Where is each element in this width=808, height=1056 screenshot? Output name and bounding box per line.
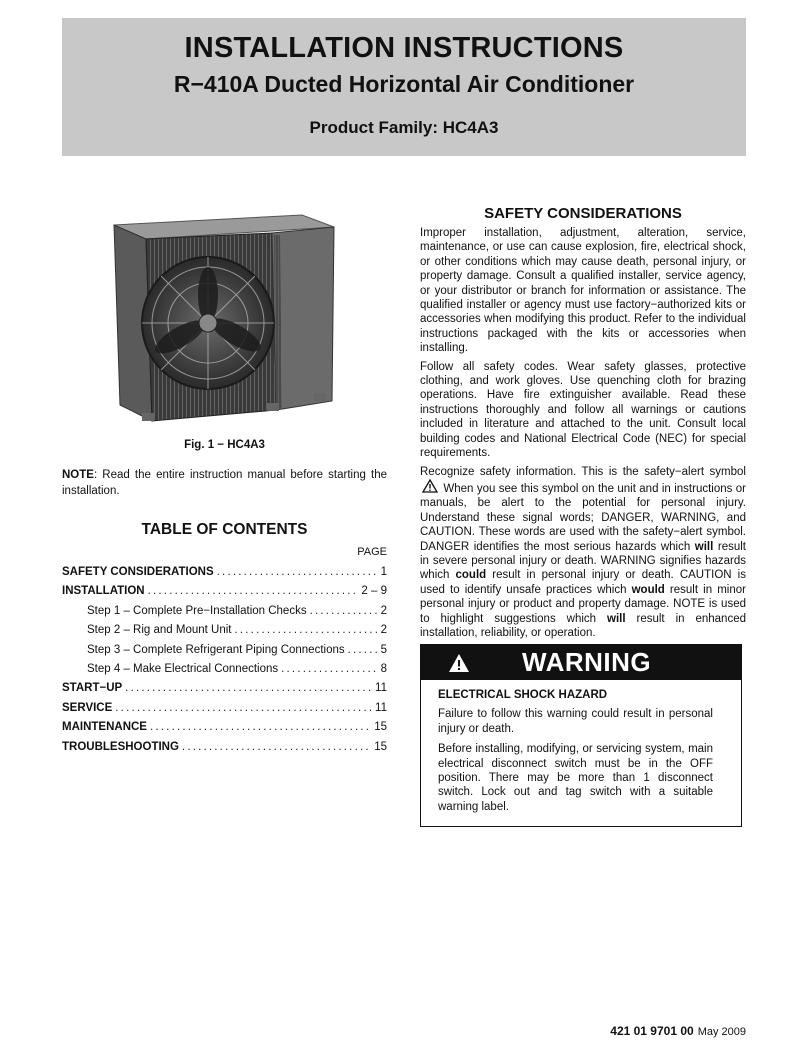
air-conditioner-illustration <box>62 205 387 433</box>
safety-text-a: Recognize safety information. This is the safety−alert symbol <box>420 465 746 478</box>
toc-entry-page: 1 <box>380 566 387 578</box>
toc-entry-label: Step 3 – Complete Refrigerant Piping Connections <box>87 643 345 656</box>
left-column <box>62 205 387 757</box>
product-photo <box>62 205 387 433</box>
warning-body <box>421 680 741 826</box>
page-footer <box>610 1024 746 1038</box>
warning-word: WARNING <box>522 647 652 678</box>
toc-entry-label: TROUBLESHOOTING <box>62 740 179 753</box>
toc-entry-label: Step 1 – Complete Pre−Installation Checks <box>87 604 307 617</box>
toc-heading: TABLE OF CONTENTS <box>141 521 308 538</box>
publication-date: May 2009 <box>697 1026 746 1038</box>
toc-leader <box>310 602 378 621</box>
toc-entry-page: 11 <box>375 701 387 714</box>
toc-entry-label: START−UP <box>62 682 123 695</box>
toc-entry-page: 15 <box>374 740 387 753</box>
title-banner <box>62 18 746 156</box>
warning-banner <box>421 645 741 680</box>
toc-page-label: PAGE <box>357 546 387 558</box>
toc-entry[interactable] <box>62 660 387 679</box>
warning-box <box>420 644 742 827</box>
toc-entry-page: 2 <box>380 624 387 637</box>
right-column <box>420 205 746 827</box>
emphasis-will-2: will <box>607 612 626 625</box>
toc-entry-label: SERVICE <box>62 701 113 714</box>
toc-entry[interactable] <box>62 699 387 718</box>
safety-text-f: result in enhanced installation, reliability, or operation. <box>420 612 746 639</box>
toc-entry[interactable] <box>62 679 387 698</box>
toc-leader <box>234 621 377 640</box>
emphasis-will: will <box>694 540 714 553</box>
note-text: : Read the entire instruction manual before starting the installation. <box>62 469 387 497</box>
safety-paragraph-1: Improper installation, adjustment, alteration, service, maintenance, or use can cause explosion, fire, electrical shock, or other conditions which may cause death, personal injury, or property damage. Consult a qualified installer, service agency, or your distributor or branch for information or assistance. The qualified installer or agency must use factory−authorized kits or accessories when modifying this product. Refer to the individual instructions packaged with the kits or accessories when installing. <box>420 227 746 355</box>
warning-triangle-icon <box>448 653 470 673</box>
toc-leader <box>217 563 378 582</box>
document-title: INSTALLATION INSTRUCTIONS <box>184 32 624 64</box>
toc-entry[interactable] <box>62 641 387 660</box>
note-paragraph <box>62 467 387 499</box>
toc-entry-page: 2 – 9 <box>361 585 387 598</box>
toc-entry-page: 8 <box>380 662 387 675</box>
toc-entry-label: INSTALLATION <box>62 585 145 598</box>
safety-text-c: result in severe personal injury or death. WARNING signifies hazards which <box>420 540 746 582</box>
toc-leader <box>115 699 372 718</box>
safety-text-d: result in personal injury or death. CAUTION is used to identify unsafe practices which <box>420 569 746 596</box>
toc-entry-label: Step 4 – Make Electrical Connections <box>87 662 279 675</box>
toc-entry-label: SAFETY CONSIDERATIONS <box>62 566 214 578</box>
toc-entry-label: Step 2 – Rig and Mount Unit <box>87 624 232 637</box>
product-family: Product Family: HC4A3 <box>309 118 499 137</box>
document-number: 421 01 9701 00 <box>610 1024 694 1038</box>
safety-text-b: When you see this symbol on the unit and in instructions or manuals, be alert to the potential for personal injury. Understand these signal words; DANGER, WARNING, and CAUTION. These words are used with the safety−alert symbol. DANGER identifies the most serious hazards which <box>420 482 746 553</box>
toc-leader <box>281 660 377 679</box>
note-label: NOTE <box>62 469 94 481</box>
toc-entry[interactable] <box>62 738 387 757</box>
toc-entry-label: MAINTENANCE <box>62 721 147 734</box>
emphasis-could: could <box>455 569 487 582</box>
table-of-contents <box>62 563 387 757</box>
toc-leader <box>348 641 378 660</box>
document-subtitle: R−410A Ducted Horizontal Air Conditioner <box>173 71 635 97</box>
toc-entry-page: 5 <box>380 643 387 656</box>
toc-leader <box>150 718 371 737</box>
emphasis-would: would <box>631 583 665 596</box>
warning-paragraph-1: Failure to follow this warning could result in personal injury or death. <box>438 708 713 735</box>
toc-entry[interactable] <box>62 563 387 582</box>
toc-entry-page: 2 <box>380 604 387 617</box>
safety-paragraph-3 <box>420 465 746 641</box>
figure-caption: Fig. 1 − HC4A3 <box>184 439 265 451</box>
toc-leader <box>125 679 372 698</box>
safety-alert-icon <box>422 479 438 493</box>
toc-leader <box>182 738 371 757</box>
warning-paragraph-2: Before installing, modifying, or servicing system, main electrical disconnect switch must be in the OFF position. There may be more than 1 disconnect switch. Lock out and tag switch with a suitable warning label. <box>438 743 713 813</box>
toc-entry[interactable] <box>62 621 387 640</box>
toc-entry-page: 15 <box>374 721 387 734</box>
toc-leader <box>148 582 359 601</box>
toc-entry[interactable] <box>62 718 387 737</box>
toc-entry[interactable] <box>62 602 387 621</box>
toc-entry-page: 11 <box>375 682 387 695</box>
safety-heading: SAFETY CONSIDERATIONS <box>484 205 682 222</box>
hazard-title: ELECTRICAL SHOCK HAZARD <box>438 689 608 702</box>
toc-entry[interactable] <box>62 582 387 601</box>
safety-paragraph-2: Follow all safety codes. Wear safety glasses, protective clothing, and work gloves. Use quenching cloth for brazing operations. Have fire extinguisher available. Read these instructions thoroughly and follow all warnings or cautions included in literature and attached to the unit. Consult local building codes and National Electrical Code (NEC) for special requirements. <box>420 360 746 460</box>
safety-text-e: result in minor personal injury or product and property damage. NOTE is used to highlight suggestions which <box>420 583 746 625</box>
